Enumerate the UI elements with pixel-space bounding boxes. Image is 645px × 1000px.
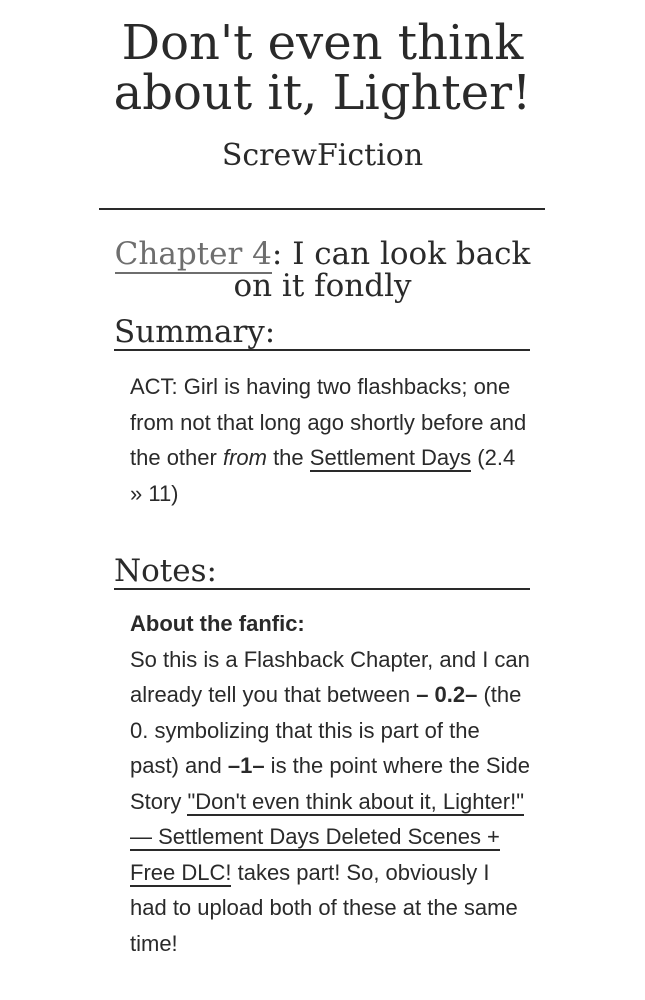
chapter-link[interactable]: Chapter 4	[114, 236, 272, 272]
side-story-link[interactable]: "Don't even think about it, Lighter!" — Settlement Days Deleted Scenes + Free DLC!	[130, 788, 525, 885]
notes-bold-2: –1–	[227, 753, 265, 778]
chapter-heading-line-1	[0, 238, 645, 270]
author-name[interactable]: ScrewFiction	[221, 138, 424, 173]
chapter-heading	[0, 238, 645, 302]
work-title-line-1: Don't even think	[121, 15, 524, 71]
summary-heading: Summary:	[114, 315, 530, 351]
notes-bold-1: – 0.2–	[416, 682, 478, 707]
work-title-line-2: about it, Lighter!	[113, 65, 532, 121]
notes-text	[130, 606, 530, 961]
summary-text-end: (2.4 » 11)	[130, 445, 516, 506]
summary-italic: from	[222, 445, 267, 470]
author-divider	[99, 208, 545, 210]
notes-text-part-1: So this is a Flashback Chapter, and I can already tell you that between	[130, 646, 530, 707]
summary-text-part-2: the	[266, 445, 310, 470]
notes-text-part-3: is the point where the Side Story	[130, 753, 530, 814]
notes-paragraph	[130, 642, 530, 962]
notes-text-part-4: takes part! So, obviously I had to upload both of these at the same time!	[130, 859, 518, 956]
notes-heading: Notes:	[114, 554, 530, 590]
work-title	[0, 15, 645, 121]
notes-about-label: About the fanfic:	[130, 611, 305, 636]
settlement-days-link[interactable]: Settlement Days	[309, 445, 472, 470]
chapter-title-part-2: on it fondly	[233, 268, 412, 304]
summary-text	[130, 369, 530, 511]
notes-text-part-2: (the 0. symbolizing that this is part of the past) and	[130, 682, 522, 778]
summary-text-part-1: ACT: Girl is having two flashbacks; one from not that long ago shortly before and the other	[130, 374, 527, 470]
chapter-title-part-1: I can look back	[292, 236, 531, 272]
chapter-separator: :	[271, 236, 293, 272]
